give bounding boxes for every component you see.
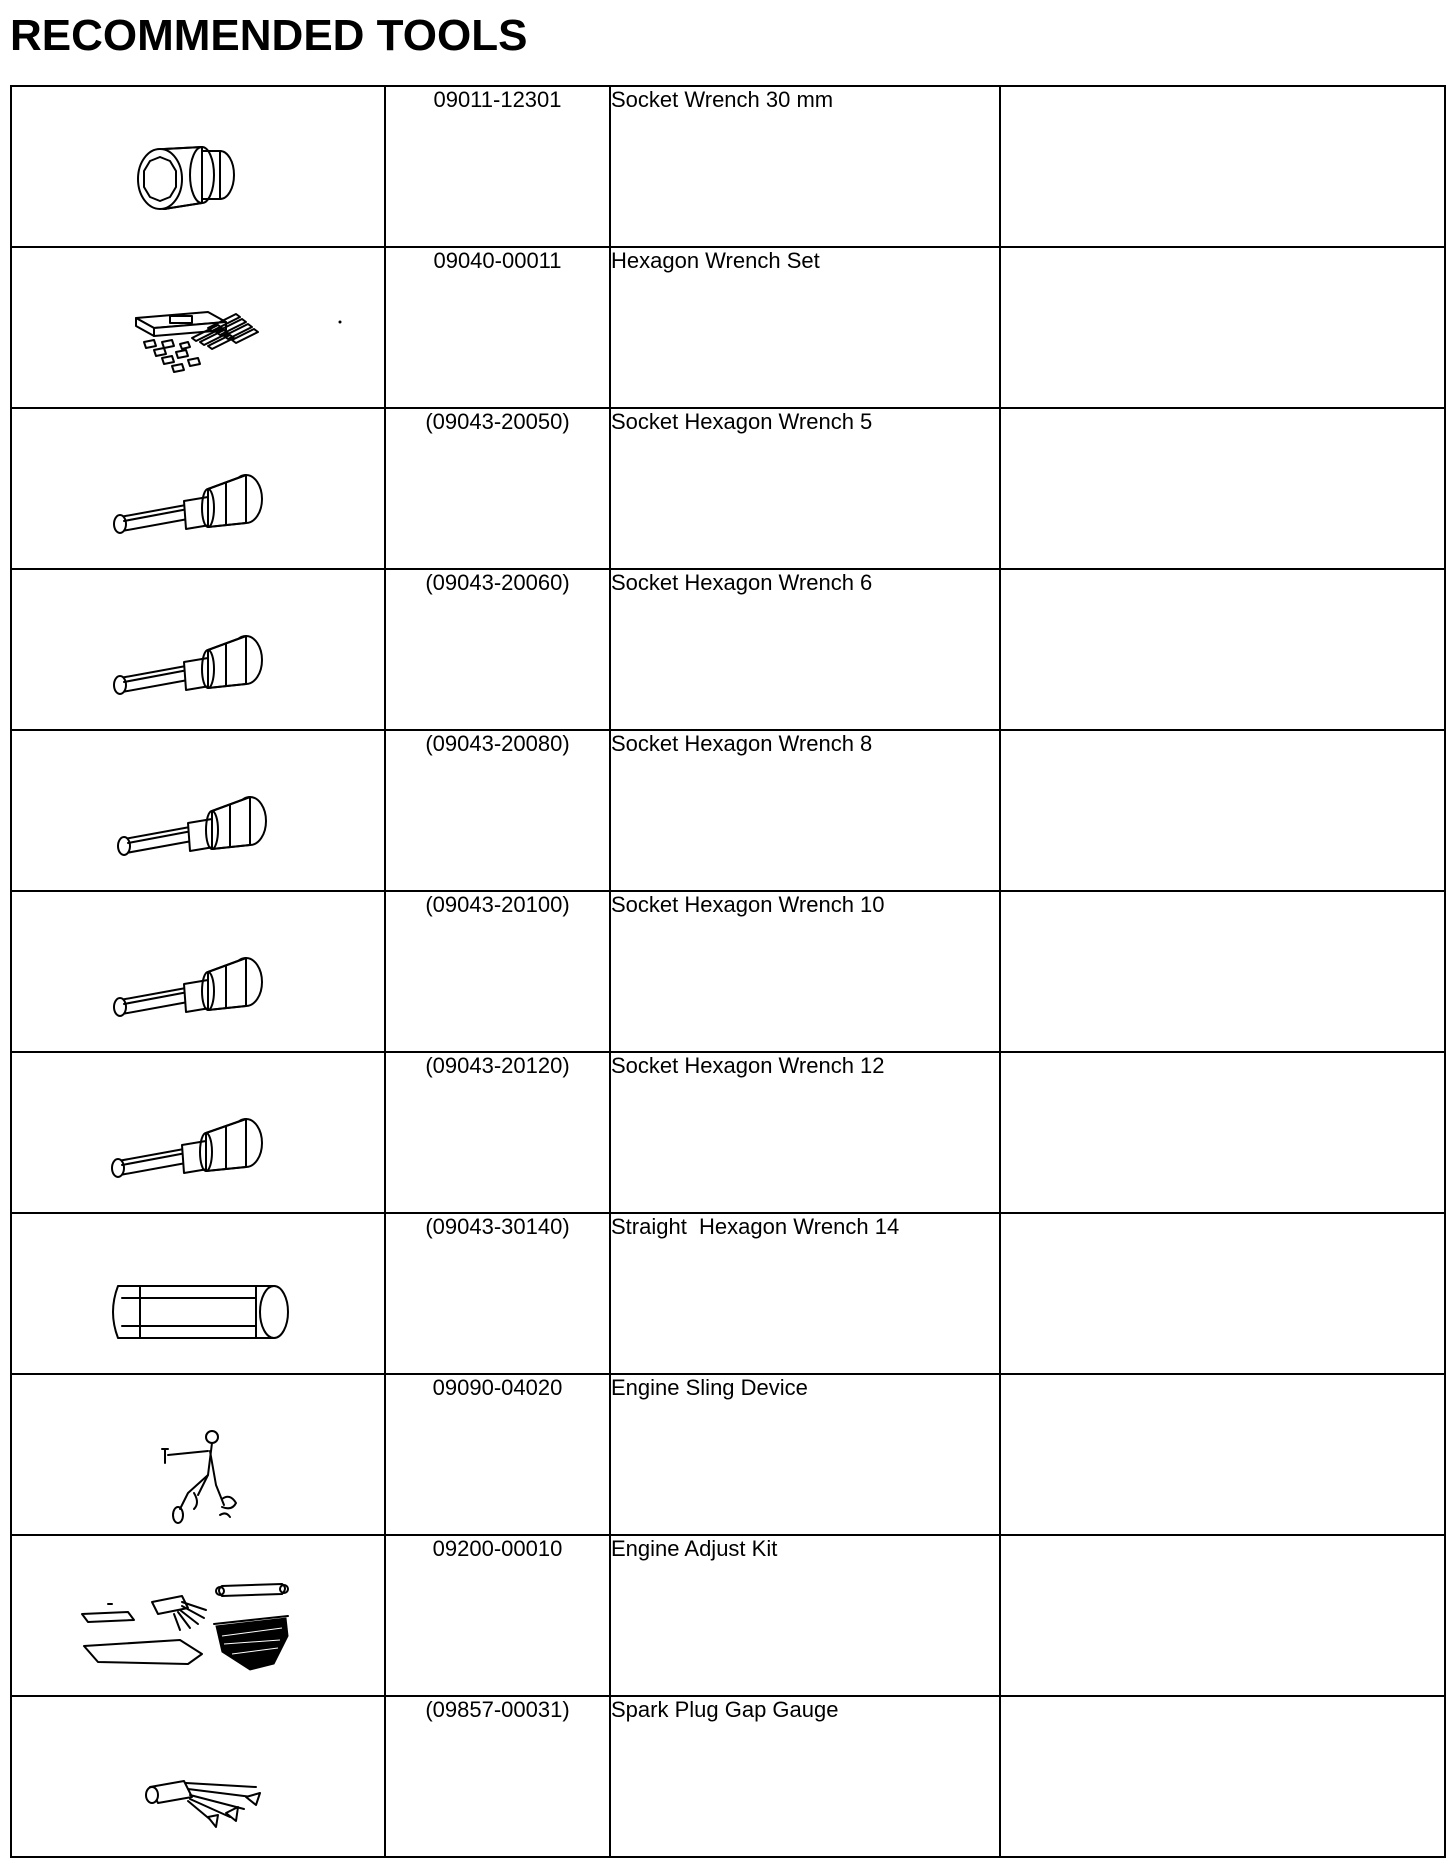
tool-image-cell (11, 569, 385, 730)
spark-plug-gap-gauge-icon (12, 1697, 384, 1856)
tool-image-cell (11, 1535, 385, 1696)
part-number: (09043-20050) (385, 408, 610, 569)
table-row (11, 569, 1445, 730)
engine-adjust-kit-icon (12, 1536, 384, 1695)
notes-cell (1000, 86, 1445, 247)
table-row (11, 408, 1445, 569)
hexagon-wrench-set-icon (12, 248, 384, 407)
notes-cell (1000, 1696, 1445, 1857)
tool-image-cell (11, 1052, 385, 1213)
part-number: (09043-20060) (385, 569, 610, 730)
table-row (11, 1374, 1445, 1535)
tool-image-cell (11, 1696, 385, 1857)
tool-name: Engine Sling Device (610, 1374, 1000, 1535)
part-number: (09043-20100) (385, 891, 610, 1052)
part-number: 09040-00011 (385, 247, 610, 408)
table-row (11, 1052, 1445, 1213)
notes-cell (1000, 730, 1445, 891)
tool-image-cell (11, 1213, 385, 1374)
part-number: (09043-20080) (385, 730, 610, 891)
tool-image-cell (11, 1374, 385, 1535)
notes-cell (1000, 1213, 1445, 1374)
tool-image-cell (11, 891, 385, 1052)
notes-cell (1000, 891, 1445, 1052)
tool-image-cell (11, 247, 385, 408)
socket-hexagon-wrench-icon (12, 892, 384, 1051)
tool-name: Hexagon Wrench Set (610, 247, 1000, 408)
table-row (11, 730, 1445, 891)
socket-wrench-icon (12, 87, 384, 246)
tool-image-cell (11, 730, 385, 891)
socket-hexagon-wrench-icon (12, 1053, 384, 1212)
tool-image-cell (11, 86, 385, 247)
part-number: 09090-04020 (385, 1374, 610, 1535)
tool-name: Socket Hexagon Wrench 6 (610, 569, 1000, 730)
notes-cell (1000, 1052, 1445, 1213)
table-row (11, 1535, 1445, 1696)
tool-name: Socket Hexagon Wrench 8 (610, 730, 1000, 891)
part-number: (09043-20120) (385, 1052, 610, 1213)
table-row (11, 1696, 1445, 1857)
table-row (11, 1213, 1445, 1374)
table-row (11, 891, 1445, 1052)
tool-name: Spark Plug Gap Gauge (610, 1696, 1000, 1857)
tool-name: Socket Hexagon Wrench 5 (610, 408, 1000, 569)
page-title: RECOMMENDED TOOLS (10, 11, 528, 60)
socket-hexagon-wrench-icon (12, 409, 384, 568)
socket-hexagon-wrench-icon (12, 731, 384, 890)
tool-name: Socket Hexagon Wrench 10 (610, 891, 1000, 1052)
socket-hexagon-wrench-icon (12, 570, 384, 729)
part-number: 09011-12301 (385, 86, 610, 247)
part-number: (09857-00031) (385, 1696, 610, 1857)
engine-sling-device-icon (12, 1375, 384, 1534)
tools-table (10, 85, 1446, 1858)
table-row (11, 247, 1445, 408)
tool-image-cell (11, 408, 385, 569)
notes-cell (1000, 247, 1445, 408)
tool-name: Socket Hexagon Wrench 12 (610, 1052, 1000, 1213)
tool-name: Straight Hexagon Wrench 14 (610, 1213, 1000, 1374)
tool-name: Socket Wrench 30 mm (610, 86, 1000, 247)
table-row (11, 86, 1445, 247)
notes-cell (1000, 1374, 1445, 1535)
part-number: 09200-00010 (385, 1535, 610, 1696)
notes-cell (1000, 408, 1445, 569)
part-number: (09043-30140) (385, 1213, 610, 1374)
straight-hexagon-wrench-icon (12, 1214, 384, 1373)
notes-cell (1000, 569, 1445, 730)
notes-cell (1000, 1535, 1445, 1696)
tool-name: Engine Adjust Kit (610, 1535, 1000, 1696)
